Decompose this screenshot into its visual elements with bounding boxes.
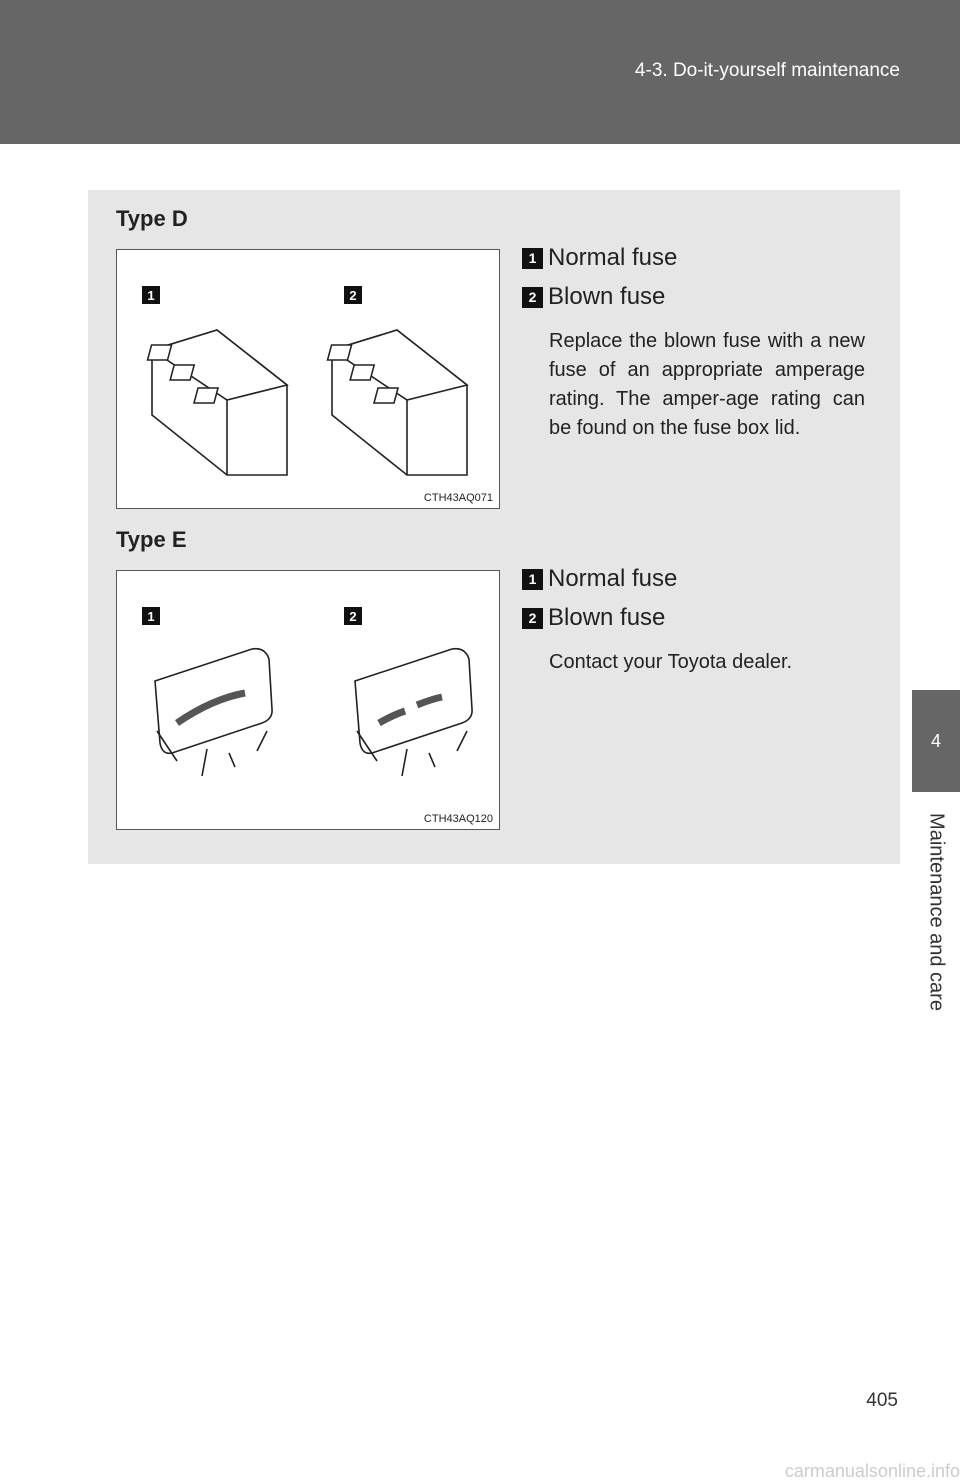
type-e-item-blown xyxy=(522,604,665,632)
item-number-badge: 2 xyxy=(522,608,543,629)
type-d-note: Replace the blown fuse with a new fuse of an appropriate amperage rating. The amper-age rating can be found on the fuse box lid. xyxy=(549,330,865,439)
type-e-item-normal xyxy=(522,565,677,593)
chapter-tab: 4 xyxy=(912,690,960,792)
item-number-badge: 1 xyxy=(522,569,543,590)
item-label: Normal fuse xyxy=(548,244,678,271)
type-d-figure xyxy=(116,249,500,509)
type-d-fuse-illustration xyxy=(117,250,501,510)
page-number: 405 xyxy=(866,1390,898,1411)
figure-code: CTH43AQ071 xyxy=(423,492,493,504)
item-label: Blown fuse xyxy=(548,283,666,310)
item-number-badge: 2 xyxy=(522,287,543,308)
type-e-note: Contact your Toyota dealer. xyxy=(549,651,793,673)
figure-code: CTH43AQ120 xyxy=(423,813,493,825)
callout-1: 1 xyxy=(142,286,160,304)
type-e-title: Type E xyxy=(116,527,187,552)
page-header xyxy=(0,0,960,144)
type-d-title: Type D xyxy=(116,206,188,231)
item-label: Blown fuse xyxy=(548,604,666,631)
item-number-badge: 1 xyxy=(522,248,543,269)
watermark: carmanualsonline.info xyxy=(784,1461,960,1481)
type-d-item-blown xyxy=(522,283,665,311)
callout-1: 1 xyxy=(142,607,160,625)
callout-2: 2 xyxy=(344,286,362,304)
type-e-figure xyxy=(116,570,500,830)
type-e-fuse-illustration xyxy=(117,571,501,831)
callout-2: 2 xyxy=(344,607,362,625)
item-label: Normal fuse xyxy=(548,565,678,592)
section-heading: 4-3. Do-it-yourself maintenance xyxy=(634,60,900,81)
chapter-label: Maintenance and care xyxy=(925,813,948,1011)
type-d-item-normal xyxy=(522,244,677,272)
